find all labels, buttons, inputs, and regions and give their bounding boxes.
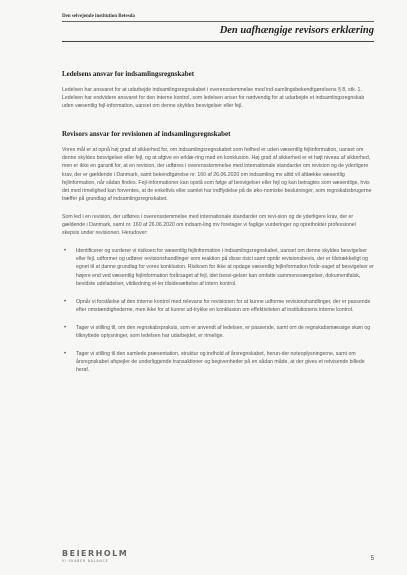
paragraph: Ledelsen har ansvaret for at udarbejde indsamlingsregnskabet i overensstemmelse med ind-samlingsbekendtgørelsens § 8, stk. 1. Ledelsen har endvidere ansvaret for den interne kontrol, som ledelsen anser for nødvendig for at udarbejde et indsamlingsregnskab uden væsentlig fejl-information, uanset om denne skyldes besvigelser eller fejl. (62, 87, 365, 110)
list-item (62, 350, 374, 374)
section-gap (62, 120, 374, 130)
institution-name: Den selvejende institution Betesda (62, 14, 135, 19)
list-item (62, 247, 374, 287)
header-divider-thick (62, 41, 374, 42)
list-item-text: Identificerer og vurderer vi risikoen for væsentlig fejlinformation i indsamlingsregnskabet, uanset om denne skyldes besvigelser eller fejl, udformer og udfører revisionshandlinger som reaktion på disse risici samt opnår revisionsbevis, der er tilstrækkeligt og egnet til at danne grundlag for vores konklusion. Risikoen for ikke at opdage væsentlig fejlinformation forår-saget af besvigelser er højere end ved væsentlig fejlinformation forårsaget af fejl, idet besvi-gelser kan omfatte sammensværgelser, dokumentfalsk, bevidste udeladelser, vildledning el-ler tilsidesættelse af intern kontrol. (76, 248, 374, 287)
list-item-text: Opnår vi forståelse af den interne kontrol med relevans for revisionen for at kunne udforme revisionshandlinger, der er passende efter omstændighederne, men ikke for at kunne ud-trykke en konklusion om effektiviteten af institutionens interne kontrol. (76, 298, 371, 313)
list-item-text: Tager vi stilling til, om den regnskabspraksis, som er anvendt af ledelsen, er passende, samt om de regnskabsmæssige skøn og tilknyttede oplysninger, som ledelsen har udarbejdet, er rimelige. (76, 324, 371, 339)
bullet-icon: • (64, 324, 67, 331)
paragraph: Som led i en revision, der udføres i overensstemmelse med internationale standarder om revi-sion og de yderligere krav, der er gældende i Danmark, samt nr. 160 af 26.06.2020 om indsam-ling mv foretager vi faglige vurderinger og opretholder professionel skepsis under revisionen. Herudover: (62, 213, 356, 237)
list-item (62, 324, 374, 340)
bullet-list (62, 247, 374, 374)
page-number: 5 (370, 556, 374, 562)
section-title: Ledelsens ansvar for indsamlingsregnskabet (62, 70, 195, 78)
logo-tagline: VI SKABER BALANCE (62, 559, 109, 563)
section-auditor-responsibility (62, 130, 374, 374)
list-item (62, 298, 374, 314)
bullet-icon: • (64, 248, 67, 255)
logo-wordmark: BEIERHOLM (62, 549, 129, 558)
section-title: Revisors ansvar for revisionen af indsamlingsregnskabet (62, 130, 231, 139)
paragraph: Vores mål er at opnå høj grad af sikkerhed for, om indsamlingsregnskabet som helhed er uden væsentlig fejlinformation, uanset om denne skyldes besvigelser eller fejl, og at afgive en erklæ-ring med en konklusion. Høj grad af sikkerhed er et højt niveau af sikkerhed, men er ikke en garanti for, at en revision, der udføres i overensstemmelse med internationale standarder om revision og de yderligere krav, der er gældende i Danmark, samt bekendtgørelse nr. 160 af 26.06.2020 om indsamling mv altid vil afdække væsentlig fejlinformation, når sådan findes. Fejl-informationer kan opstå som følge af besvigelser eller fejl og kan betragtes som væsentlige, hvis det med rimelighed kan forventes, at de enkeltvis eller samlet har indflydelse på de øko-nomiske beslutninger, som regnskabsbrugerne træffer på grundlag af indsamlingsregnskabet. (62, 147, 372, 202)
main-content (62, 70, 374, 384)
bullet-icon: • (64, 298, 67, 305)
company-logo (62, 549, 128, 563)
header-divider (62, 21, 374, 22)
section-management-responsibility (62, 70, 374, 110)
page-title: Den uafhængige revisors erklæring (219, 25, 374, 36)
bullet-icon: • (64, 351, 67, 358)
list-item-text: Tager vi stilling til den samlede præsentation, struktur og indhold af årsregnskabet, herun-der noteoplysningerne, samt om årsregnskabet afspejler de underliggende transaktioner og begivenheder på en sådan måde, at der gives et retvisende billede heraf. (76, 351, 365, 374)
